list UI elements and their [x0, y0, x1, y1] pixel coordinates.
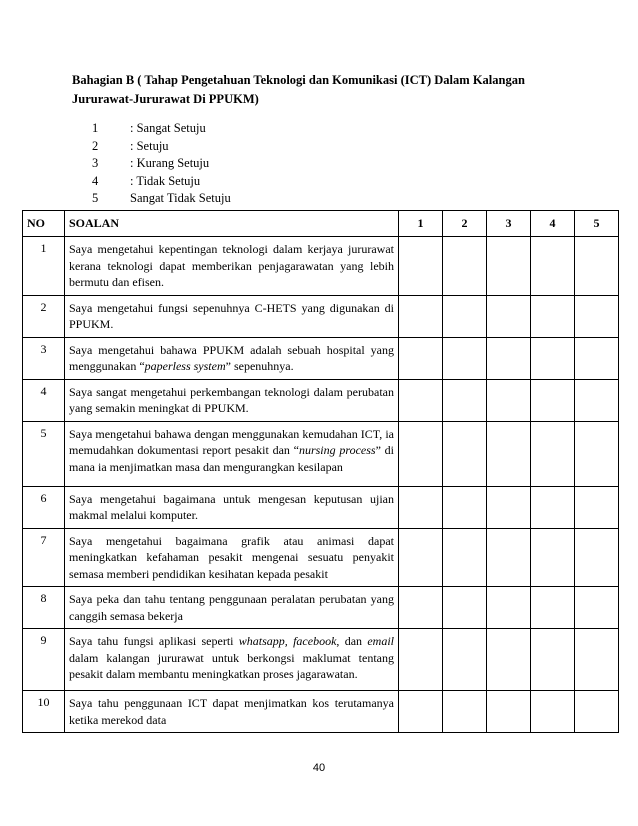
question-number: 7	[23, 528, 65, 587]
question-text	[65, 486, 399, 528]
rating-cell-2[interactable]	[443, 337, 487, 379]
question-text	[65, 528, 399, 587]
rating-cell-2[interactable]	[443, 295, 487, 337]
section-heading-line-1: Bahagian B ( Tahap Pengetahuan Teknologi dan Komunikasi (ICT) Dalam Kalangan	[72, 73, 525, 87]
rating-cell-1[interactable]	[399, 528, 443, 587]
question-text-part: Saya mengetahui kepentingan teknologi dalam kerjaya jururawat kerana teknologi dapat memberikan penjagarawatan yang lebih bermutu dan efisen.	[69, 242, 394, 289]
rating-cell-5[interactable]	[575, 528, 619, 587]
question-text	[65, 337, 399, 379]
questionnaire-table	[22, 210, 619, 733]
page-number: 40	[312, 762, 326, 774]
rating-cell-2[interactable]	[443, 486, 487, 528]
table-row	[23, 587, 619, 629]
question-text-part: Saya mengetahui bagaimana untuk mengesan keputusan ujian makmal melalui komputer.	[69, 491, 394, 522]
scale-label: Sangat Tidak Setuju	[130, 191, 231, 205]
question-text-part: Saya peka dan tahu tentang penggunaan peralatan perubatan yang canggih semasa bekerja	[69, 592, 394, 623]
rating-cell-1[interactable]	[399, 421, 443, 486]
header-rating-5: 5	[575, 211, 619, 237]
questionnaire-body	[23, 237, 619, 733]
question-number: 1	[23, 237, 65, 296]
rating-cell-2[interactable]	[443, 691, 487, 733]
question-text-part: Saya sangat mengetahui perkembangan teknologi dalam perubatan yang semakin meningkat di PPUKM.	[69, 384, 394, 415]
rating-cell-5[interactable]	[575, 691, 619, 733]
rating-cell-2[interactable]	[443, 587, 487, 629]
rating-cell-5[interactable]	[575, 629, 619, 691]
scale-number: 3	[92, 156, 99, 170]
table-row	[23, 486, 619, 528]
rating-cell-2[interactable]	[443, 629, 487, 691]
rating-cell-1[interactable]	[399, 237, 443, 296]
table-row	[23, 337, 619, 379]
rating-cell-5[interactable]	[575, 421, 619, 486]
question-text-part: Saya mengetahui fungsi sepenuhnya C-HETS yang digunakan di PPUKM.	[69, 300, 394, 331]
rating-cell-4[interactable]	[531, 295, 575, 337]
header-no: NO	[23, 211, 65, 237]
question-number: 6	[23, 486, 65, 528]
rating-cell-4[interactable]	[531, 587, 575, 629]
rating-cell-4[interactable]	[531, 421, 575, 486]
rating-cell-2[interactable]	[443, 379, 487, 421]
rating-cell-4[interactable]	[531, 691, 575, 733]
rating-cell-4[interactable]	[531, 379, 575, 421]
rating-cell-3[interactable]	[487, 337, 531, 379]
scale-item	[92, 138, 231, 156]
question-text-part: Saya tahu penggunaan ICT dapat menjimatkan kos terutamanya ketika merekod data	[69, 696, 394, 727]
section-heading-line-2: Jururawat-Jururawat Di PPUKM)	[72, 92, 259, 106]
scale-item	[92, 120, 231, 138]
rating-cell-5[interactable]	[575, 237, 619, 296]
scale-item	[92, 190, 231, 208]
rating-cell-3[interactable]	[487, 587, 531, 629]
question-text	[65, 629, 399, 691]
rating-cell-1[interactable]	[399, 379, 443, 421]
rating-cell-5[interactable]	[575, 337, 619, 379]
question-text-part: Saya mengetahui bahawa dengan menggunakan kemudahan ICT, ia memudahkan dokumentasi report pesakit dan “	[69, 426, 394, 457]
question-text-part: Saya tahu fungsi aplikasi seperti	[69, 634, 239, 648]
rating-cell-2[interactable]	[443, 421, 487, 486]
question-text-italic: whatsapp,	[238, 634, 288, 648]
question-text	[65, 421, 399, 486]
rating-cell-3[interactable]	[487, 691, 531, 733]
question-text-part: dalam kalangan jururawat untuk berkongsi maklumat tentang pesakit dalam membantu meningkatkan proses jagarawatan.	[69, 650, 394, 681]
question-number: 2	[23, 295, 65, 337]
question-text-italic: nursing process	[298, 443, 376, 457]
table-row	[23, 691, 619, 733]
rating-cell-1[interactable]	[399, 295, 443, 337]
table-row	[23, 379, 619, 421]
table-row	[23, 295, 619, 337]
question-text-part: ” di mana ia menjimatkan masa dan mengurangkan kesilapan	[69, 443, 395, 474]
question-text	[65, 295, 399, 337]
table-row	[23, 528, 619, 587]
question-number: 4	[23, 379, 65, 421]
question-text-part: , dan	[336, 634, 368, 648]
scale-number: 2	[92, 138, 99, 153]
question-number: 10	[23, 691, 65, 733]
rating-cell-4[interactable]	[531, 337, 575, 379]
question-text-part: ” sepenuhnya.	[225, 359, 294, 373]
rating-cell-5[interactable]	[575, 486, 619, 528]
scale-number: 1	[92, 121, 99, 135]
question-number: 9	[23, 629, 65, 691]
rating-cell-5[interactable]	[575, 587, 619, 629]
rating-cell-1[interactable]	[399, 486, 443, 528]
rating-cell-3[interactable]	[487, 379, 531, 421]
scale-item	[92, 155, 231, 173]
rating-cell-3[interactable]	[487, 629, 531, 691]
rating-cell-1[interactable]	[399, 629, 443, 691]
question-number: 5	[23, 421, 65, 486]
scale-label: : Sangat Setuju	[130, 121, 206, 135]
table-row	[23, 237, 619, 296]
question-text	[65, 587, 399, 629]
table-header-row	[23, 211, 619, 237]
question-number: 3	[23, 337, 65, 379]
scale-number: 4	[92, 173, 99, 188]
question-text-italic: email	[367, 634, 394, 648]
scale-label: : Tidak Setuju	[130, 173, 201, 188]
rating-cell-4[interactable]	[531, 237, 575, 296]
question-text-italic: facebook	[293, 634, 337, 648]
question-text	[65, 237, 399, 296]
table-row	[23, 629, 619, 691]
question-number: 8	[23, 587, 65, 629]
header-rating-1: 1	[399, 211, 443, 237]
header-soalan: SOALAN	[65, 211, 399, 237]
question-text	[65, 379, 399, 421]
table-row	[23, 421, 619, 486]
rating-cell-5[interactable]	[575, 379, 619, 421]
rating-cell-1[interactable]	[399, 587, 443, 629]
question-text-part: Saya mengetahui bagaimana grafik atau animasi dapat meningkatkan kefahaman pesakit mengenai sesuatu penyakit semasa memberi pendidikan kesihatan kepada pesakit	[69, 533, 394, 581]
rating-cell-3[interactable]	[487, 528, 531, 587]
scale-item	[92, 173, 231, 191]
scale-number: 5	[92, 191, 99, 205]
question-text-part: Saya mengetahui bahawa PPUKM adalah sebuah hospital yang menggunakan “	[69, 342, 394, 373]
question-text-italic: paperless system	[144, 359, 226, 373]
rating-cell-4[interactable]	[531, 629, 575, 691]
rating-cell-1[interactable]	[399, 691, 443, 733]
header-rating-2: 2	[443, 211, 487, 237]
rating-cell-1[interactable]	[399, 337, 443, 379]
scale-label: : Setuju	[130, 138, 169, 153]
rating-cell-4[interactable]	[531, 486, 575, 528]
section-heading	[72, 71, 552, 109]
rating-cell-5[interactable]	[575, 295, 619, 337]
rating-cell-2[interactable]	[443, 237, 487, 296]
question-text	[65, 691, 399, 733]
rating-cell-4[interactable]	[531, 528, 575, 587]
rating-cell-3[interactable]	[487, 237, 531, 296]
header-rating-3: 3	[487, 211, 531, 237]
header-rating-4: 4	[531, 211, 575, 237]
rating-cell-2[interactable]	[443, 528, 487, 587]
scale-label: : Kurang Setuju	[130, 156, 210, 170]
rating-cell-3[interactable]	[487, 295, 531, 337]
rating-cell-3[interactable]	[487, 486, 531, 528]
rating-scale-legend	[92, 120, 231, 208]
rating-cell-3[interactable]	[487, 421, 531, 486]
